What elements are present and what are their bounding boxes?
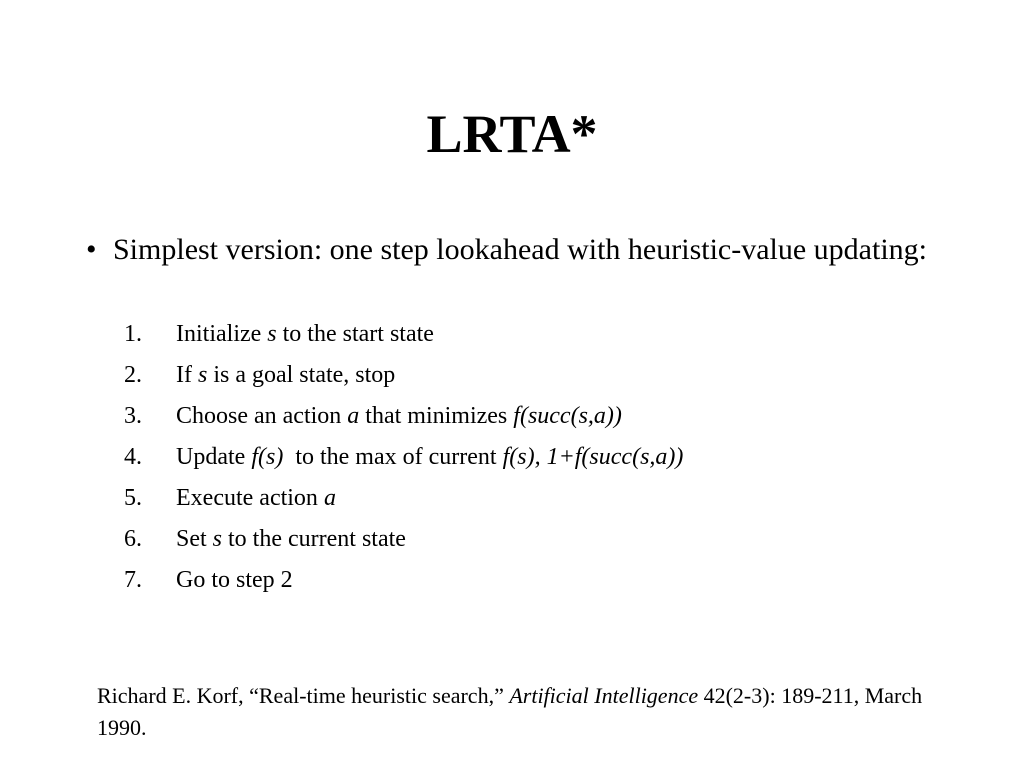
- list-item: [124, 478, 944, 519]
- step-text: [176, 519, 406, 560]
- step-text-run: that minimizes: [359, 403, 514, 429]
- step-text: [176, 437, 683, 478]
- step-math-term: s: [267, 321, 277, 347]
- step-math-term: f(succ(s,a)): [513, 403, 622, 429]
- step-text-run: Initialize: [176, 321, 268, 347]
- step-number: 2.: [124, 362, 142, 388]
- step-text-run: Choose an action: [176, 403, 348, 429]
- step-math-term: s: [212, 526, 223, 552]
- algorithm-steps-list: [124, 314, 944, 601]
- step-number: 4.: [124, 444, 142, 470]
- step-text-run: is a goal state, stop: [207, 362, 396, 388]
- list-item: [124, 314, 944, 355]
- list-item: [124, 396, 944, 437]
- step-text-run: If: [176, 362, 198, 388]
- step-text: [176, 396, 622, 437]
- step-math-term: a: [347, 403, 360, 429]
- citation: [97, 680, 927, 744]
- step-text-run: Update: [176, 444, 252, 470]
- step-text: [176, 478, 336, 519]
- step-number: 1.: [124, 321, 142, 347]
- step-math-term: a: [323, 485, 336, 511]
- list-item: [124, 519, 944, 560]
- step-text-run: Set: [176, 526, 213, 552]
- list-item: [124, 355, 944, 396]
- step-text: [176, 355, 395, 396]
- step-math-term: s: [197, 362, 208, 388]
- bullet-text: Simplest version: one step lookahead with heuristic-value updating:: [113, 233, 927, 266]
- step-text: [176, 560, 293, 601]
- step-math-term: f(s), 1+f(succ(s,a)): [502, 444, 684, 470]
- step-text-run: to the max of current: [283, 444, 503, 470]
- step-text-run: to the start state: [276, 321, 434, 347]
- list-item: [124, 437, 944, 478]
- bullet-dot-icon: •: [86, 233, 97, 266]
- slide-title: LRTA*: [426, 104, 598, 164]
- step-number: 5.: [124, 485, 142, 511]
- step-number: 3.: [124, 403, 142, 429]
- step-text-run: Execute action: [176, 485, 324, 511]
- citation-journal: Artificial Intelligence: [509, 683, 699, 708]
- bullet-point: [86, 230, 946, 270]
- step-text-run: Go to step 2: [176, 567, 293, 593]
- step-math-term: f(s): [251, 444, 284, 470]
- step-text: [176, 314, 434, 355]
- step-number: 6.: [124, 526, 142, 552]
- step-number: 7.: [124, 567, 142, 593]
- citation-details: 42(2-3): 189-211, March 1990.: [97, 683, 923, 740]
- list-item: [124, 560, 944, 601]
- citation-author-title: Richard E. Korf, “Real-time heuristic search,”: [97, 683, 510, 708]
- step-text-run: to the current state: [222, 526, 406, 552]
